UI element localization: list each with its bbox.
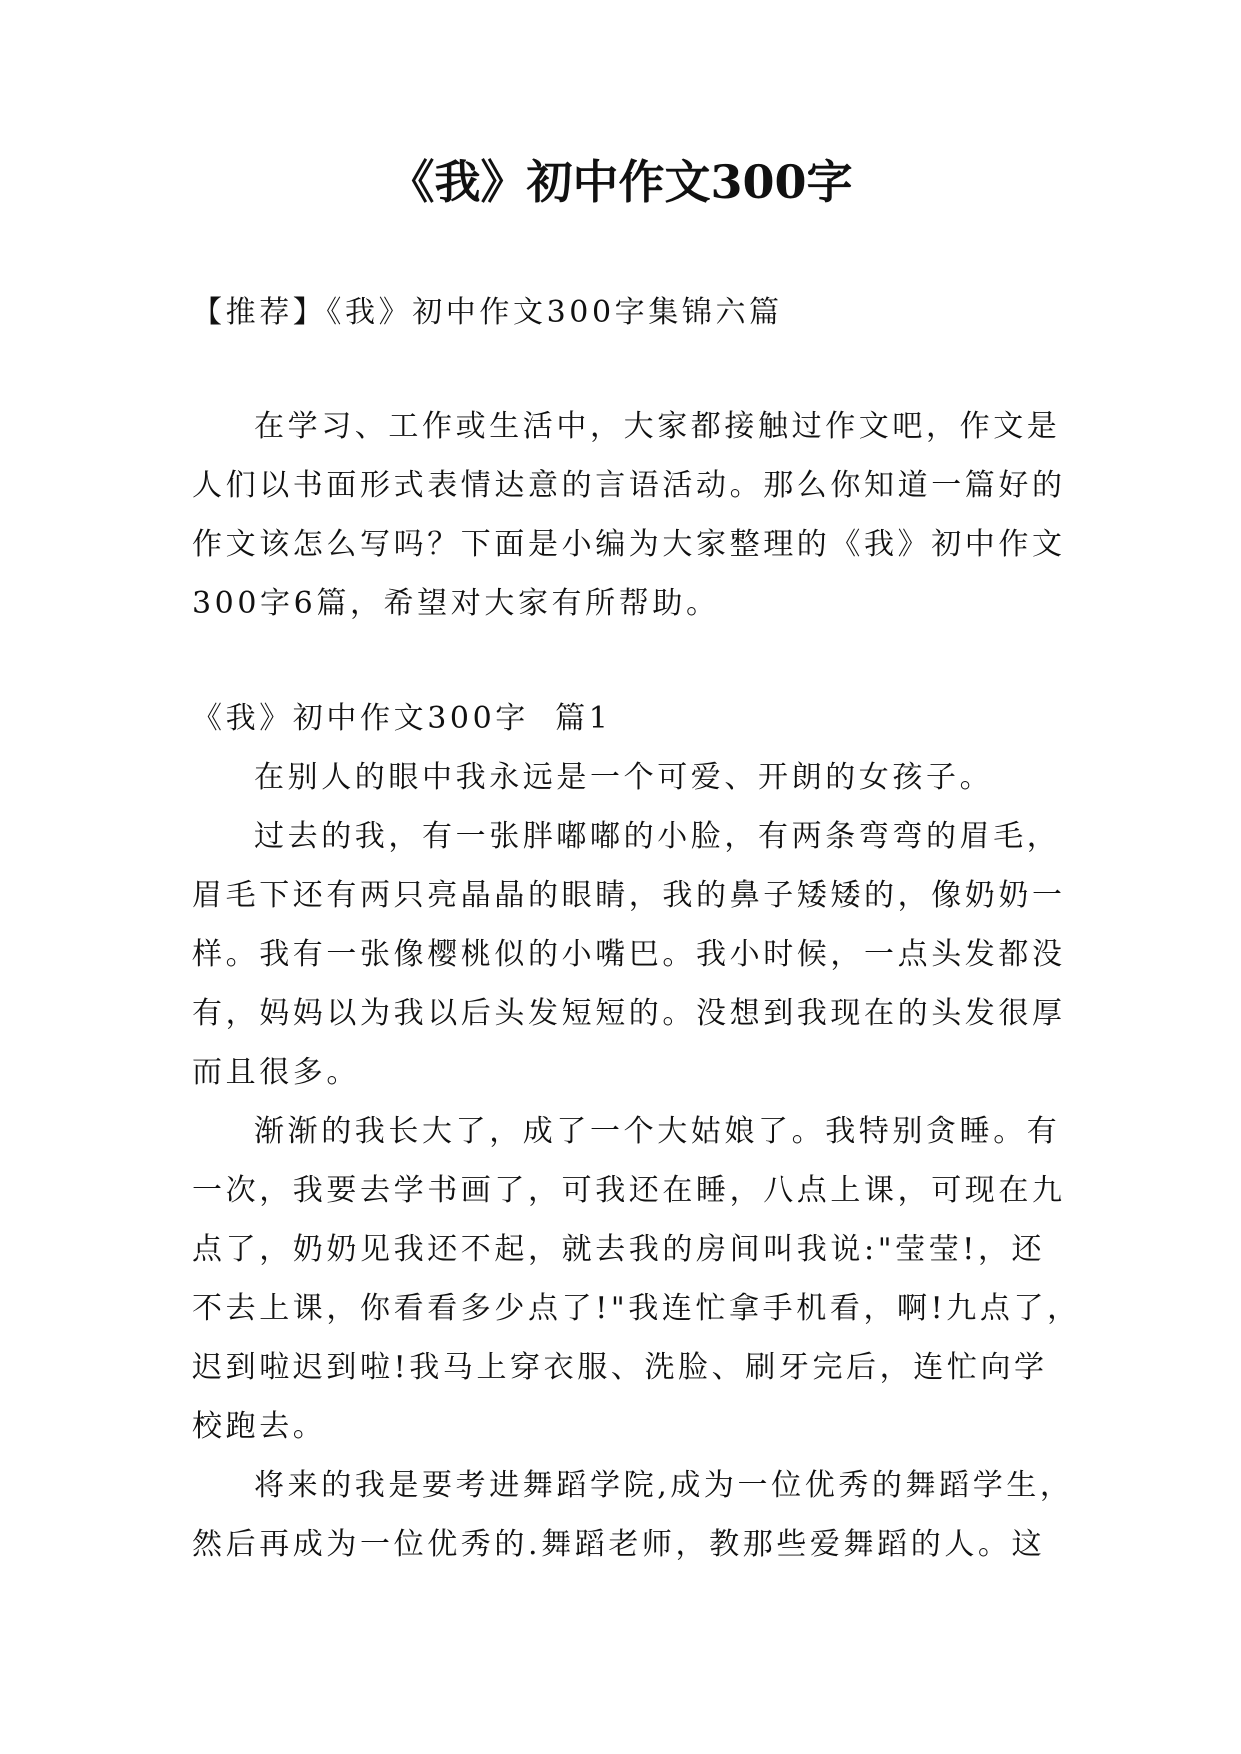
paragraph-line: 有，妈妈以为我以后头发短短的。没想到我现在的头发很厚	[192, 996, 1066, 1031]
paragraph-line: 迟到啦迟到啦!我马上穿衣服、洗脸、刷牙完后，连忙向学	[192, 1350, 1048, 1385]
intro-paragraph	[192, 397, 1066, 633]
article-heading-text: 《我》初中作文300字 篇1	[192, 701, 612, 736]
article-paragraph	[192, 748, 1052, 807]
paragraph-line: 不去上课，你看看多少点了!"我连忙拿手机看，啊!九点了，	[192, 1291, 1081, 1326]
paragraph-line: 样。我有一张像樱桃似的小嘴巴。我小时候，一点头发都没	[192, 937, 1066, 972]
paragraph-line: 渐渐的我长大了，成了一个大姑娘了。我特别贪睡。有	[254, 1114, 1061, 1149]
intro-line: 人们以书面形式表情达意的言语活动。那么你知道一篇好的	[192, 468, 1066, 503]
document-subtitle	[192, 283, 1052, 342]
paragraph-line: 校跑去。	[192, 1409, 327, 1444]
paragraph-line: 在别人的眼中我永远是一个可爱、开朗的女孩子。	[254, 760, 994, 795]
article-paragraph	[192, 1102, 1081, 1456]
article-body	[192, 748, 1081, 1574]
paragraph-line: 一次，我要去学书画了，可我还在睡，八点上课，可现在九	[192, 1173, 1066, 1208]
paragraph-line: 过去的我，有一张胖嘟嘟的小脸，有两条弯弯的眉毛，	[254, 819, 1061, 854]
subtitle-line: 【推荐】《我》初中作文300字集锦六篇	[192, 295, 783, 330]
paragraph-line: 而且很多。	[192, 1055, 360, 1090]
intro-line: 300字6篇，希望对大家有所帮助。	[192, 586, 720, 621]
intro-line: 作文该怎么写吗？下面是小编为大家整理的《我》初中作文	[192, 527, 1066, 562]
document-title: 《我》初中作文300字	[388, 155, 853, 209]
intro-line: 在学习、工作或生活中，大家都接触过作文吧，作文是	[254, 409, 1061, 444]
paragraph-line: 然后再成为一位优秀的.舞蹈老师，教那些爱舞蹈的人。这	[192, 1527, 1046, 1562]
paragraph-line: 眉毛下还有两只亮晶晶的眼睛，我的鼻子矮矮的，像奶奶一	[192, 878, 1066, 913]
paragraph-line: 点了，奶奶见我还不起，就去我的房间叫我说:"莹莹!，还	[192, 1232, 1046, 1267]
article-paragraph	[192, 807, 1066, 1102]
paragraph-line: 将来的我是要考进舞蹈学院,成为一位优秀的舞蹈学生，	[254, 1468, 1074, 1503]
article-heading	[192, 689, 1052, 748]
article-paragraph	[192, 1456, 1074, 1574]
